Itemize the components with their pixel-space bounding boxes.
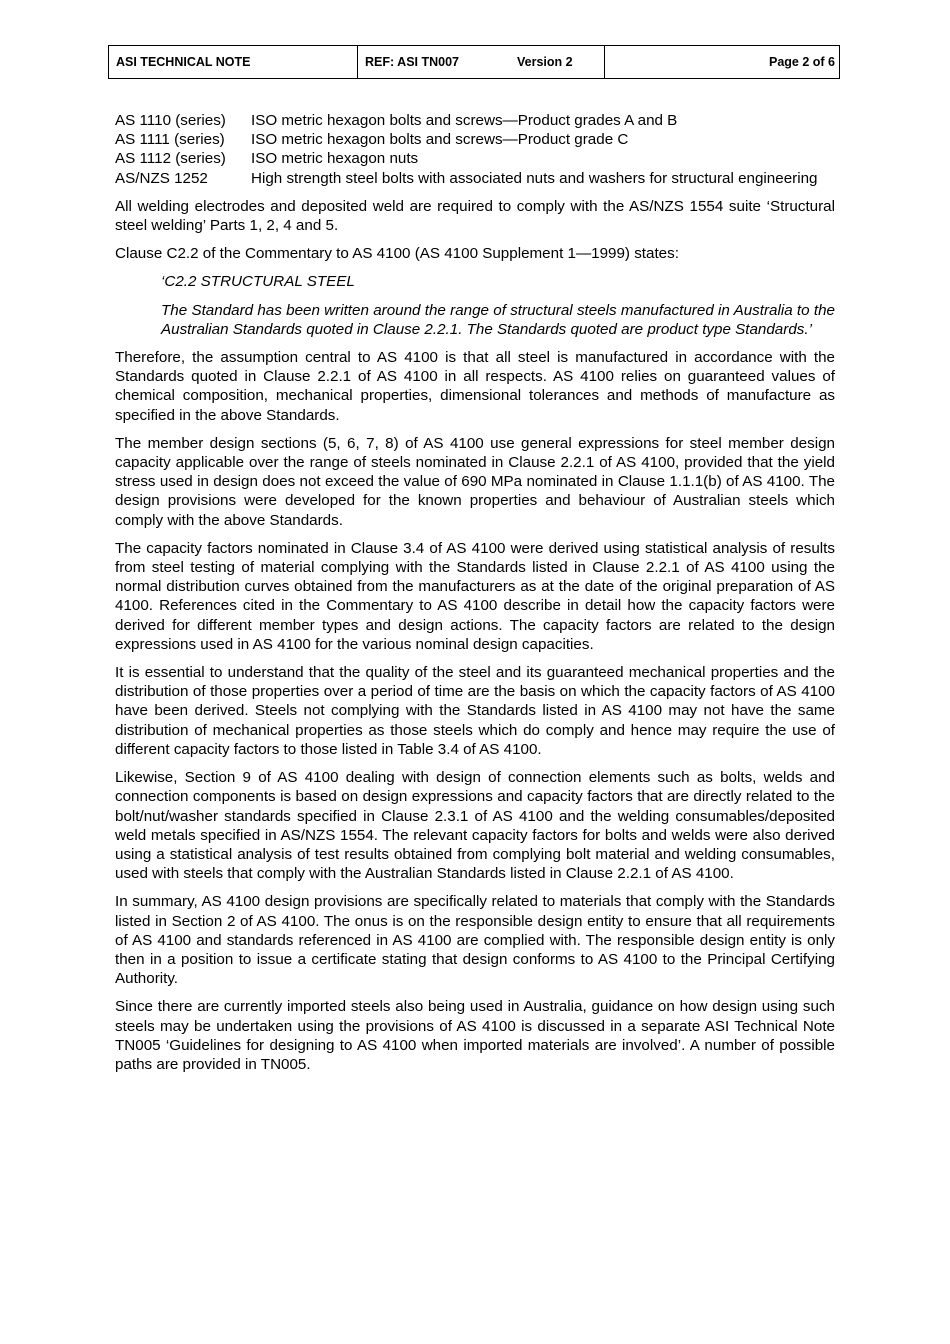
header-doc-type-cell — [109, 46, 358, 78]
standards-row — [115, 130, 835, 149]
paragraph-connections: Likewise, Section 9 of AS 4100 dealing with design of connection elements such as bolts, welds and connection components is based on design expressions and capacity factors that are directly related to the bolt/nut/washer standards specified in Clause 2.3.1 of AS 4100 and the welding consumables/deposited weld metals specified in AS/NZS 1554. The relevant capacity factors for bolts and welds were also derived using a statistical analysis of test results obtained from complying bolt material and welding consumables, used with steels that comply with the Australian Standards listed in Clause 2.2.1 of AS 4100. — [115, 769, 835, 883]
header-page-number: Page 2 of 6 — [769, 55, 835, 69]
standards-list — [115, 111, 835, 188]
paragraph-summary: In summary, AS 4100 design provisions are specifically related to materials that comply with the Standards listed in Section 2 of AS 4100. The onus is on the responsible design entity to ensure that all requirements of AS 4100 and standards referenced in AS 4100 are complied with. The responsible design entity is only then in a position to issue a certificate stating that design conforms to AS 4100 to the Principal Certifying Authority. — [115, 893, 835, 988]
standards-row — [115, 149, 835, 168]
paragraph-capacity-factors: The capacity factors nominated in Clause 3.4 of AS 4100 were derived using statistical analysis of results from steel testing of material complying with the Standards listed in Clause 2.2.1 of AS 4100 using the normal distribution curves obtained from the manufacturers as at the date of the original preparation of AS 4100. References cited in the Commentary to AS 4100 describe in detail how the capacity factors were derived for different member types and design actions. The capacity factors are related to the design expressions used in AS 4100 for the various nominal design capacities. — [115, 539, 835, 653]
quote-body: The Standard has been written around the range of structural steels manufactured in Australia to the Australian Standards quoted in Clause 2.2.1. The Standards quoted are product type Standards.’ — [161, 301, 835, 338]
standard-description: ISO metric hexagon bolts and screws—Product grade C — [251, 131, 629, 149]
document-header — [108, 45, 840, 79]
header-ref-cell — [358, 46, 605, 78]
header-page-cell — [605, 46, 839, 78]
paragraph-imported-steels: Since there are currently imported steels also being used in Australia, guidance on how design using such steels may be undertaken using the provisions of AS 4100 is discussed in a separate ASI Technical Note TN005 ‘Guidelines for designing to AS 4100 when imported materials are involved’. A number of possible paths are provided in TN005. — [115, 998, 835, 1073]
paragraph-essential: It is essential to understand that the quality of the steel and its guaranteed mechanical properties and the distribution of those properties over a period of time are the basis on which the capacity factors of AS 4100 have been derived. Steels not complying with the Standards listed in AS 4100 may not have the same distribution of mechanical properties as those steels which do comply and hence may require the use of different capacity factors to those listed in Table 3.4 of AS 4100. — [115, 664, 835, 758]
standards-row — [115, 111, 835, 130]
standards-row — [115, 169, 835, 188]
standard-code: AS/NZS 1252 — [115, 169, 208, 187]
paragraph-assumption: Therefore, the assumption central to AS 4100 is that all steel is manufactured in accordance with the Standards quoted in Clause 2.2.1 of AS 4100 in all respects. AS 4100 relies on guaranteed values of chemical composition, mechanical properties, dimensional tolerances and methods of manufacture as specified in the above Standards. — [115, 349, 835, 424]
quote-title: ‘C2.2 STRUCTURAL STEEL — [161, 273, 355, 291]
standard-code: AS 1112 (series) — [115, 150, 226, 168]
document-body — [115, 111, 835, 1083]
standard-description: ISO metric hexagon nuts — [251, 150, 419, 168]
standard-code: AS 1110 (series) — [115, 112, 226, 129]
paragraph-clause-intro: Clause C2.2 of the Commentary to AS 4100 (AS 4100 Supplement 1—1999) states: — [115, 245, 679, 263]
standard-description: High strength steel bolts with associated nuts and washers for structural engineering — [251, 169, 818, 187]
standard-code: AS 1111 (series) — [115, 131, 225, 149]
header-ref: REF: ASI TN007 — [365, 55, 460, 69]
standard-description: ISO metric hexagon bolts and screws—Product grades A and B — [251, 112, 678, 129]
header-version: Version 2 — [517, 55, 573, 69]
paragraph-member-design: The member design sections (5, 6, 7, 8) of AS 4100 use general expressions for steel member design capacity applicable over the range of steels nominated in Clause 2.2.1 of AS 4100, provided that the yield stress used in design does not exceed the value of 690 MPa nominated in Clause 1.1.1(b) of AS 4100. The design provisions were developed for the known properties and behaviour of Australian steels which comply with the above Standards. — [115, 434, 835, 529]
header-doc-type: ASI TECHNICAL NOTE — [116, 55, 251, 69]
paragraph-welding: All welding electrodes and deposited weld are required to comply with the AS/NZS 1554 suite ‘Structural steel welding’ Parts 1, 2, 4 and 5. — [115, 197, 835, 235]
